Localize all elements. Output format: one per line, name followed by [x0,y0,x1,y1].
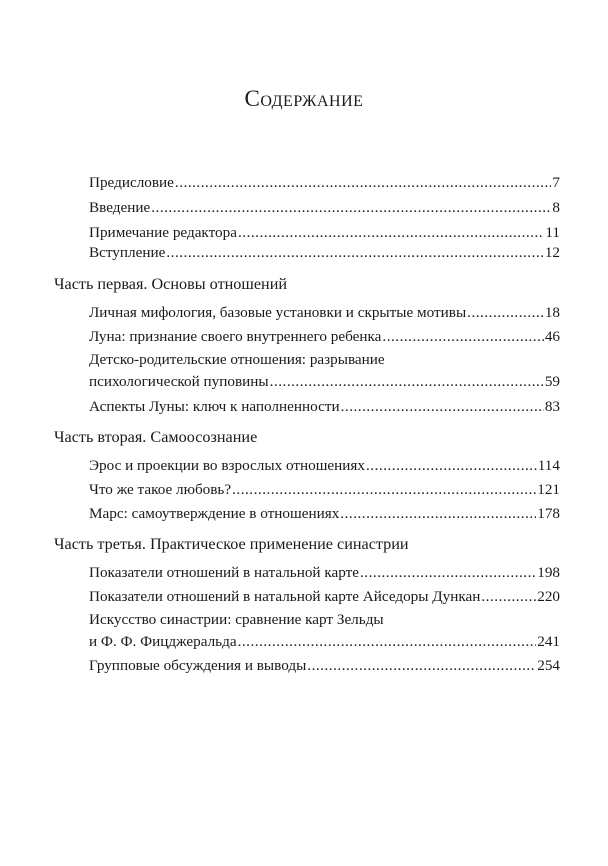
dot-leader [238,631,537,653]
toc-entry[interactable] [89,326,560,348]
toc-entry[interactable] [89,302,560,324]
toc-entry-page: 59 [544,373,560,390]
toc-entry-label: Показатели отношений в натальной карте [89,564,359,581]
toc-entry-label: Эрос и проекции во взрослых отношениях [89,457,365,474]
toc-entry[interactable] [89,371,560,393]
toc-entry-page: 7 [552,174,560,191]
dot-leader [360,562,536,584]
toc-entry[interactable] [89,396,560,418]
dot-leader [366,455,537,477]
toc-entry-page: 11 [545,224,560,241]
toc-entry-page: 12 [544,244,560,261]
toc-entry-page: 114 [537,457,560,474]
dot-leader [340,503,536,525]
toc-entry-page: 198 [537,564,560,581]
toc-entry-page: 178 [537,505,560,522]
dot-leader [166,242,543,264]
toc-entry-label: Введение [89,199,151,216]
toc-entry[interactable] [89,197,560,219]
toc-entry[interactable] [89,631,560,653]
page-title: Содержание [244,86,364,111]
toc-entry[interactable] [89,562,560,584]
dot-leader [307,655,536,677]
toc-entry-page: 220 [537,588,560,605]
toc-entry-page: 46 [544,328,560,345]
dot-leader [151,197,551,219]
part-heading: Часть вторая. Самоосознание [54,428,258,446]
toc-entry[interactable] [89,242,560,264]
toc-entry-label: Групповые обсуждения и выводы [89,657,307,674]
toc-entry-page: 254 [537,657,560,674]
toc-entry-label: Показатели отношений в натальной карте Айседоры Дункан [89,588,481,605]
toc-entry[interactable] [89,503,560,525]
toc-entry[interactable] [89,172,560,194]
dot-leader [481,586,536,608]
dot-leader [232,479,536,501]
toc-entry-page: 121 [537,481,560,498]
toc-entry-label: и Ф. Ф. Фицджеральда [89,633,237,650]
toc-entry-page: 241 [537,633,560,650]
toc-entry[interactable] [89,479,560,501]
part-heading: Часть первая. Основы отношений [54,275,288,293]
toc-entry[interactable] [89,455,560,477]
dot-leader [270,371,544,393]
toc-entry-page: 8 [552,199,560,216]
toc-entry-page: 83 [544,398,560,415]
dot-leader [341,396,544,418]
toc-entry-label: Что же такое любовь? [89,481,232,498]
toc-entry-label: Марс: самоутверждение в отношениях [89,505,340,522]
toc-entry[interactable] [89,655,560,677]
dot-leader [382,326,543,348]
part-heading: Часть третья. Практическое применение синастрии [54,535,409,553]
toc-entry-label: Вступление [89,244,166,261]
toc-entry-label: Аспекты Луны: ключ к наполненности [89,398,340,415]
dot-leader [467,302,544,324]
toc-entry-label: Луна: признание своего внутреннего ребенка [89,328,382,345]
toc-entry-first-line[interactable]: Детско-родительские отношения: разрывание [89,351,385,368]
dot-leader [175,172,551,194]
dot-leader [238,222,544,244]
toc-entry-label: Предисловие [89,174,174,191]
toc-entry-page: 18 [544,304,560,321]
toc-entry-label: Личная мифология, базовые установки и скрытые мотивы [89,304,467,321]
toc-entry-label: психологической пуповины [89,373,269,390]
toc-entry[interactable] [89,222,560,244]
toc-entry[interactable] [89,586,560,608]
toc-entry-first-line[interactable]: Искусство синастрии: сравнение карт Зельды [89,611,384,628]
toc-entry-label: Примечание редактора [89,224,237,241]
